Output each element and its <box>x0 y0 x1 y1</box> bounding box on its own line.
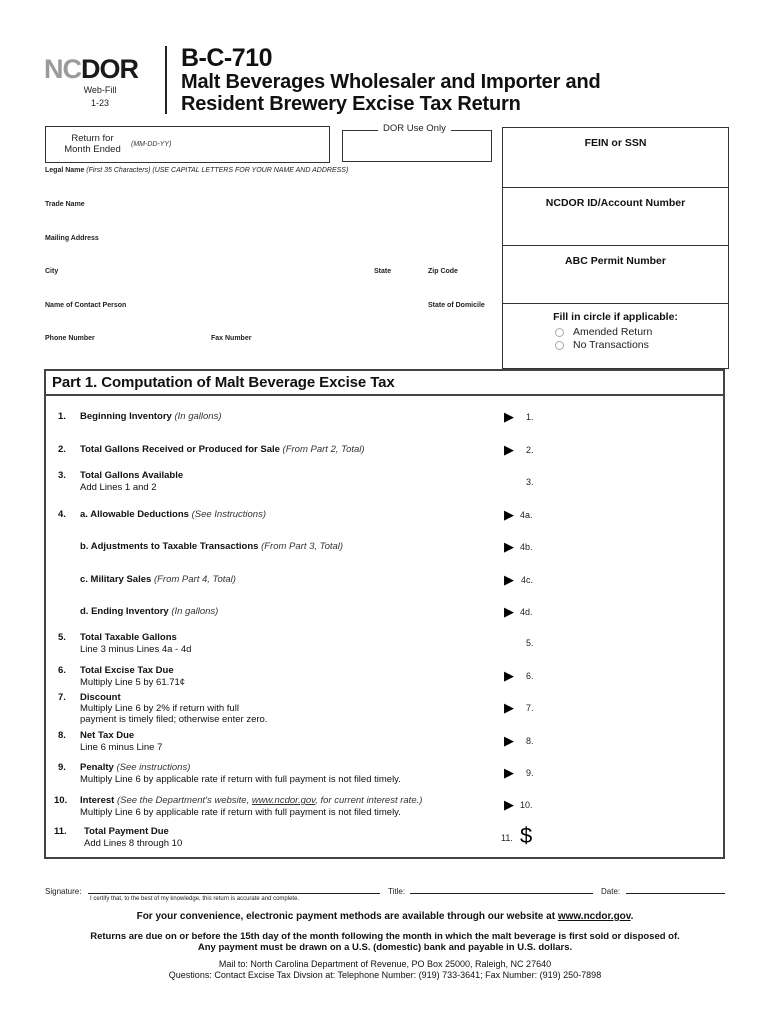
line-label: c. Military Sales <box>80 574 152 585</box>
form-number: B-C-710 <box>181 44 272 72</box>
line-note: (From Part 4, Total) <box>153 574 236 585</box>
line-instruction-2: payment is timely filed; otherwise enter zero. <box>80 714 268 725</box>
form-title <box>181 71 601 115</box>
arrow-right-icon: ▶ <box>504 733 514 748</box>
line-ref-2[interactable]: 2. <box>526 445 534 455</box>
part1-title: Part 1. Computation of Malt Beverage Excise Tax <box>46 371 723 396</box>
date-label: Date: <box>601 887 621 896</box>
arrow-right-icon: ▶ <box>504 765 514 780</box>
line-instruction: Multiply Line 6 by 2% if return with full <box>80 703 239 714</box>
amended-return-option[interactable] <box>555 326 728 338</box>
line-ref-4a[interactable]: 4a. <box>520 510 533 520</box>
city-field[interactable]: City <box>45 268 59 275</box>
arrow-right-icon: ▶ <box>504 409 514 424</box>
line-text <box>80 444 365 456</box>
line-note: (In gallons) <box>171 606 219 617</box>
month-ended-text: Month Ended <box>64 144 121 155</box>
part1-section <box>44 369 725 859</box>
payment-note: Any payment must be drawn on a U.S. (domestic) bank and payable in U.S. dollars. <box>197 942 573 953</box>
line-ref-4b[interactable]: 4b. <box>520 542 533 552</box>
dor-use-only-box <box>342 130 492 162</box>
id-column <box>502 127 729 369</box>
legal-name-note: (First 35 Characters) (USE CAPITAL LETTERS FOR YOUR NAME AND ADDRESS) <box>86 167 349 174</box>
line-label: Total Gallons Available <box>80 470 184 481</box>
no-transactions-radio[interactable] <box>555 341 564 350</box>
trade-name-field[interactable]: Trade Name <box>45 201 85 208</box>
header-divider <box>165 46 167 114</box>
contact-info: Questions: Contact Excise Tax Divsion at: Telephone Number: (919) 733-3641; Fax Number: (919) 250-7898 <box>168 970 602 980</box>
line-number: 5. <box>58 632 66 643</box>
due-date-note: Returns are due on or before the 15th day of the month following the month in which the malt beverage is first sold or disposed of. <box>90 931 680 942</box>
line-note: (See instructions) <box>116 762 191 773</box>
line-ref-3[interactable]: 3. <box>526 477 534 487</box>
no-transactions-option[interactable] <box>555 339 728 351</box>
signature-field[interactable] <box>88 893 380 894</box>
line-number: 9. <box>58 762 66 773</box>
line-number: 4. <box>58 509 66 520</box>
line-label: Net Tax Due <box>80 730 135 741</box>
ncdor-id-label: NCDOR ID/Account Number <box>545 197 686 209</box>
line-note-end: , for current interest rate.) <box>315 795 423 806</box>
line-text <box>80 665 185 689</box>
line-note: (From Part 2, Total) <box>282 444 365 455</box>
arrow-right-icon: ▶ <box>504 604 514 619</box>
line-instruction: Line 6 minus Line 7 <box>80 742 163 753</box>
date-field[interactable] <box>626 893 725 894</box>
line-ref-5[interactable]: 5. <box>526 638 534 648</box>
line-text <box>80 632 191 656</box>
line-ref-4c[interactable]: 4c. <box>521 575 534 585</box>
line-ref-7[interactable]: 7. <box>526 703 534 713</box>
line-text <box>84 826 182 850</box>
line-text <box>80 762 401 786</box>
line-label: Penalty <box>80 762 114 773</box>
web-fill-label: Web-Fill <box>83 85 117 95</box>
line-text <box>80 730 162 754</box>
ncdor-website-link[interactable]: www.ncdor.gov <box>557 911 631 922</box>
line-text <box>80 795 422 819</box>
period: . <box>630 911 634 922</box>
fein-field[interactable] <box>503 128 728 188</box>
legal-name-field[interactable] <box>45 167 348 174</box>
arrow-right-icon: ▶ <box>504 507 514 522</box>
ncdor-id-field[interactable] <box>503 188 728 246</box>
dollar-sign-icon: $ <box>520 823 533 848</box>
legal-name-label: Legal Name <box>45 167 85 174</box>
fill-in-section <box>503 304 728 368</box>
arrow-right-icon: ▶ <box>504 668 514 683</box>
line-note: (See Instructions) <box>191 509 267 520</box>
title-field[interactable] <box>410 893 593 894</box>
amended-return-radio[interactable] <box>555 328 564 337</box>
line-label: d. Ending Inventory <box>80 606 169 617</box>
line-ref-6[interactable]: 6. <box>526 671 534 681</box>
title-line-1: Malt Beverages Wholesaler and Importer and <box>181 71 601 93</box>
title-label: Title: <box>388 887 406 896</box>
fax-number-field[interactable]: Fax Number <box>211 335 252 342</box>
phone-number-field[interactable]: Phone Number <box>45 335 95 342</box>
ncdor-website-link[interactable]: www.ncdor.gov <box>251 795 316 806</box>
abc-permit-field[interactable] <box>503 246 728 304</box>
line-number: 1. <box>58 411 66 422</box>
line-number: 10. <box>54 795 68 806</box>
line-ref-1[interactable]: 1. <box>526 412 534 422</box>
state-field[interactable]: State <box>374 268 392 275</box>
line-text <box>80 470 183 494</box>
contact-person-field[interactable]: Name of Contact Person <box>45 302 127 309</box>
date-format-hint: (MM-DD-YY) <box>131 141 172 148</box>
line-label: Discount <box>80 692 121 703</box>
line-number: 6. <box>58 665 66 676</box>
ncdor-logo <box>44 56 148 82</box>
line-instruction: Add Lines 1 and 2 <box>80 482 157 493</box>
arrow-right-icon: ▶ <box>504 539 514 554</box>
line-text <box>80 574 236 586</box>
signature-label: Signature: <box>45 887 82 896</box>
line-text <box>80 692 267 725</box>
line-number: 2. <box>58 444 66 455</box>
line-ref-11[interactable]: 11. <box>501 833 513 843</box>
certify-statement: I certify that, to the best of my knowledge, this return is accurate and complete. <box>90 896 300 902</box>
line-label: Total Taxable Gallons <box>80 632 177 643</box>
fill-in-title: Fill in circle if applicable: <box>553 311 678 323</box>
amended-return-label: Amended Return <box>573 326 653 338</box>
line-instruction: Multiply Line 6 by applicable rate if return with full payment is not filed timely. <box>80 774 401 785</box>
form-version <box>44 84 156 110</box>
line-note: (See the Department's website, <box>116 795 252 806</box>
line-ref-8[interactable]: 8. <box>526 736 534 746</box>
line-text <box>80 509 266 521</box>
line-text <box>80 541 343 553</box>
title-line-2: Resident Brewery Excise Tax Return <box>181 93 521 115</box>
line-instruction: Add Lines 8 through 10 <box>84 838 183 849</box>
line-label: Interest <box>80 795 115 806</box>
line-number: 7. <box>58 692 66 703</box>
line-label: Total Gallons Received or Produced for Sale <box>80 444 280 455</box>
line-text <box>80 606 218 618</box>
electronic-payment-text: For your convenience, electronic payment methods are available through our website at <box>136 911 558 922</box>
line-label: a. Allowable Deductions <box>80 509 189 520</box>
line-instruction: Multiply Line 5 by 61.71¢ <box>80 677 186 688</box>
dor-use-only-label: DOR Use Only <box>378 123 451 134</box>
arrow-right-icon: ▶ <box>504 700 514 715</box>
line-note: (In gallons) <box>174 411 222 422</box>
line-number: 8. <box>58 730 66 741</box>
electronic-payment-note <box>0 911 770 922</box>
fein-label: FEIN or SSN <box>584 137 647 149</box>
line-number: 3. <box>58 470 66 481</box>
state-of-domicile-field[interactable]: State of Domicile <box>428 302 485 309</box>
line-ref-9[interactable]: 9. <box>526 768 534 778</box>
mailing-address-field[interactable]: Mailing Address <box>45 235 99 242</box>
arrow-right-icon: ▶ <box>504 797 514 812</box>
no-transactions-label: No Transactions <box>573 339 649 351</box>
logo-dor: DOR <box>81 54 138 84</box>
line-number: 11. <box>54 826 67 837</box>
logo-nc: NC <box>44 54 81 84</box>
line-text <box>80 411 221 423</box>
line-label: Beginning Inventory <box>80 411 172 422</box>
line-note: (From Part 3, Total) <box>261 541 344 552</box>
abc-permit-label: ABC Permit Number <box>565 255 666 267</box>
line-label: Total Payment Due <box>84 826 169 837</box>
arrow-right-icon: ▶ <box>504 442 514 457</box>
line-instruction: Line 3 minus Lines 4a - 4d <box>80 644 192 655</box>
return-month-label <box>55 133 130 155</box>
line-label: b. Adjustments to Taxable Transactions <box>80 541 259 552</box>
line-ref-4d[interactable]: 4d. <box>520 607 533 617</box>
return-for-text: Return for <box>71 133 114 144</box>
line-label: Total Excise Tax Due <box>80 665 174 676</box>
line-instruction: Multiply Line 6 by applicable rate if return with full payment is not filed timely. <box>80 807 401 818</box>
mail-to-address: Mail to: North Carolina Department of Revenue, PO Box 25000, Raleigh, NC 27640 <box>218 959 552 969</box>
zip-code-field[interactable]: Zip Code <box>428 268 458 275</box>
version-label: 1-23 <box>90 98 109 108</box>
line-ref-10[interactable]: 10. <box>520 800 533 810</box>
arrow-right-icon: ▶ <box>504 572 514 587</box>
